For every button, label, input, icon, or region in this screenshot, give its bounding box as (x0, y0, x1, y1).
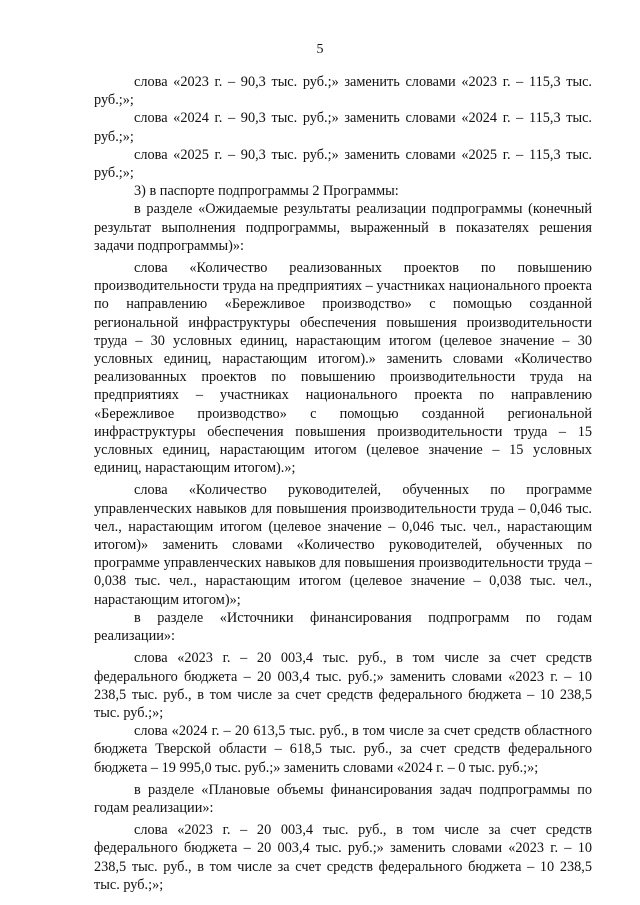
paragraph: слова «2024 г. – 90,3 тыс. руб.;» заменить словами «2024 г. – 115,3 тыс. руб.;»; (94, 110, 592, 145)
page-number: 5 (316, 42, 324, 57)
paragraph: 3) в паспорте подпрограммы 2 Программы: (134, 183, 399, 200)
paragraph: слова «2024 г. – 20 613,5 тыс. руб., в том числе за счет средств областного бюджета Тверской области – 618,5 тыс. руб., за счет средств федерального бюджета – 19 995,0 тыс. руб.;» заменить словами «2024 г. – 0 тыс. руб.;»; (94, 723, 592, 776)
paragraph: в разделе «Источники финансирования подпрограмм по годам реализации»: (94, 609, 592, 645)
paragraph: слова «2023 г. – 20 003,4 тыс. руб., в том числе за счет средств федерального бюджета – 20 003,4 тыс. руб.;» заменить словами «2023 г. – 10 238,5 тыс. руб., в том числе за счет средств федерального бюджета – 10 238,5 тыс. руб.;»; (94, 650, 592, 721)
paragraph: слова «Количество руководителей, обученных по программе управленческих навыков для повышения производительности труда – 0,046 тыс. чел., нарастающим итогом (целевое значение – 0,046 тыс. чел., нарастающим итогом)» заменить словами «Количество руководителей, обученных по программе управленческих навыков для повышения производительности труда – 0,038 тыс. чел., нарастающим итогом (целевое значение – 0,038 тыс. чел., нарастающим итогом)»; (94, 482, 592, 608)
document-body (94, 73, 592, 894)
paragraph: в разделе «Ожидаемые результаты реализации подпрограммы (конечный результат выполнения подпрограммы, выраженный в показателях решения задачи подпрограммы)»: (94, 201, 592, 254)
paragraph: слова «2025 г. – 90,3 тыс. руб.;» заменить словами «2025 г. – 115,3 тыс. руб.;»; (94, 146, 592, 182)
paragraph: слова «Количество реализованных проектов по повышению производительности труда на предприятиях – участниках национального проекта по направлению «Бережливое производство» с помощью созданной региональной инфраструктуры обеспечения повышения производительности труда – 30 условных единиц, нарастающим итогом (целевое значение – 30 условных единиц, нарастающим итогом).» заменить словами «Количество реализованных проектов по повышению производительности труда на предприятиях – участниках национального проекта по направлению «Бережливое производство» с помощью созданной региональной инфраструктуры обеспечения повышения производительности труда – 15 условных единиц, нарастающим итогом (целевое значение – 15 условных единиц, нарастающим итогом).»; (94, 260, 592, 477)
paragraph: слова «2023 г. – 90,3 тыс. руб.;» заменить словами «2023 г. – 115,3 тыс. руб.;»; (94, 74, 592, 109)
paragraph: в разделе «Плановые объемы финансирования задач подпрограммы по годам реализации»: (94, 781, 592, 816)
paragraph: слова «2023 г. – 20 003,4 тыс. руб., в том числе за счет средств федерального бюджета – 20 003,4 тыс. руб.;» заменить словами «2023 г. – 10 238,5 тыс. руб., в том числе за счет средств федерального бюджета – 10 238,5 тыс. руб.;»; (94, 822, 592, 893)
